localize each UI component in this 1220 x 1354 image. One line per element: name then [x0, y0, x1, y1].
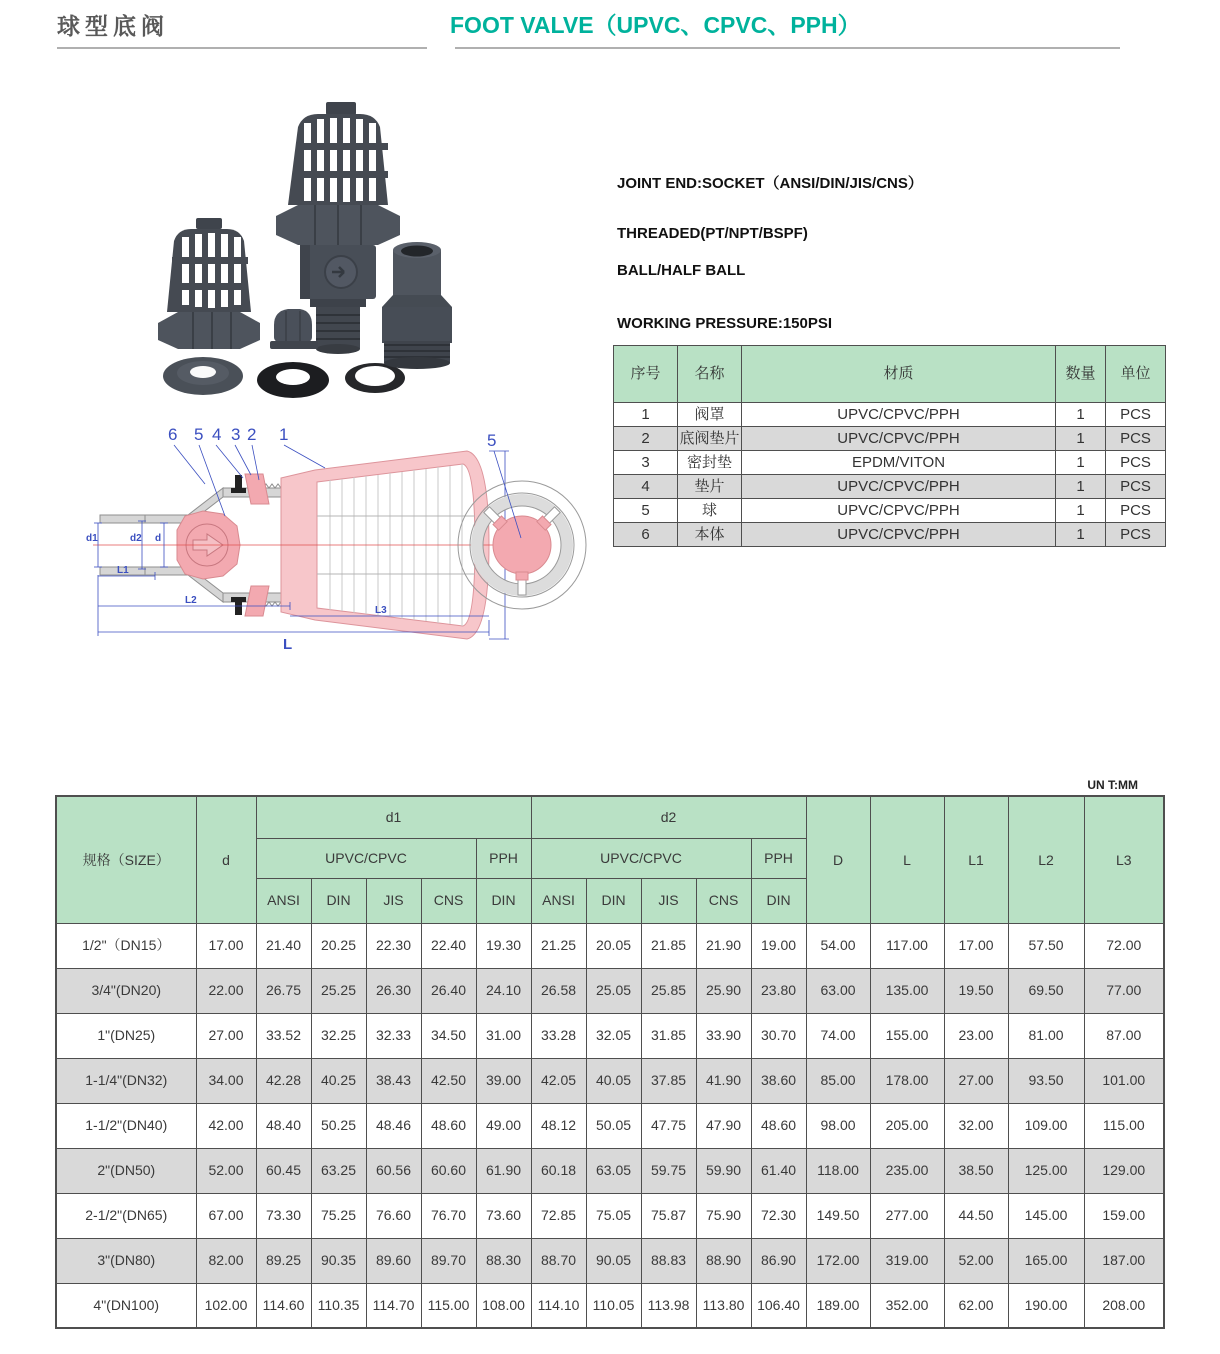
parts-table-cell: 1: [1056, 451, 1106, 475]
dim-value-cell: 90.35: [311, 1238, 366, 1283]
dim-value-cell: 59.90: [696, 1148, 751, 1193]
dim-value-cell: 106.40: [751, 1283, 806, 1328]
parts-table-cell: PCS: [1106, 523, 1166, 547]
dim-value-cell: 32.33: [366, 1013, 421, 1058]
dim-size-cell: 2"(DN50): [56, 1148, 196, 1193]
callout-numbers: [168, 425, 288, 444]
dim-value-cell: 87.00: [1084, 1013, 1164, 1058]
dim-value-cell: 38.43: [366, 1058, 421, 1103]
dim-value-cell: 30.70: [751, 1013, 806, 1058]
parts-table-cell: 3: [614, 451, 678, 475]
dim-value-cell: 98.00: [806, 1103, 870, 1148]
parts-table-cell: PCS: [1106, 499, 1166, 523]
dim-size-cell: 1-1/4"(DN32): [56, 1058, 196, 1103]
dim-value-cell: 88.90: [696, 1238, 751, 1283]
title-underline-left: [57, 47, 427, 49]
dim-value-cell: 59.75: [641, 1148, 696, 1193]
dim-value-cell: 26.30: [366, 968, 421, 1013]
parts-table-cell: 4: [614, 475, 678, 499]
parts-header-unit: 单位: [1106, 346, 1166, 403]
dim-value-cell: 20.05: [586, 923, 641, 968]
parts-table-cell: 1: [1056, 499, 1106, 523]
dim-header-d2-din: DIN: [586, 878, 641, 923]
dim-table-row: [56, 1148, 1164, 1193]
dim-value-cell: 32.05: [586, 1013, 641, 1058]
dim-value-cell: 149.50: [806, 1193, 870, 1238]
dim-value-cell: 109.00: [1008, 1103, 1084, 1148]
dim-value-cell: 26.40: [421, 968, 476, 1013]
dim-value-cell: 23.00: [944, 1013, 1008, 1058]
valve-small-photo: [158, 218, 260, 349]
dim-value-cell: 235.00: [870, 1148, 944, 1193]
callout-6: 6: [168, 425, 178, 444]
dim-size-cell: 3"(DN80): [56, 1238, 196, 1283]
dim-value-cell: 34.50: [421, 1013, 476, 1058]
dim-value-cell: 74.00: [806, 1013, 870, 1058]
dim-value-cell: 21.90: [696, 923, 751, 968]
dim-value-cell: 115.00: [421, 1283, 476, 1328]
parts-table-cell: 球: [678, 499, 742, 523]
dim-value-cell: 21.25: [531, 923, 586, 968]
dim-header-d: d: [196, 796, 256, 923]
dim-value-cell: 57.50: [1008, 923, 1084, 968]
dim-table-row: [56, 1013, 1164, 1058]
dim-value-cell: 27.00: [196, 1013, 256, 1058]
dim-value-cell: 75.05: [586, 1193, 641, 1238]
dim-value-cell: 75.25: [311, 1193, 366, 1238]
parts-table-row: [614, 427, 1166, 451]
dim-value-cell: 48.12: [531, 1103, 586, 1148]
dim-table-row: [56, 1103, 1164, 1148]
parts-table-cell: 底阀垫片: [678, 427, 742, 451]
parts-table-cell: UPVC/CPVC/PPH: [742, 523, 1056, 547]
cap-photo: [270, 309, 318, 349]
dim-value-cell: 115.00: [1084, 1103, 1164, 1148]
dim-value-cell: 17.00: [944, 923, 1008, 968]
parts-header-row: [614, 346, 1166, 403]
dim-value-cell: 44.50: [944, 1193, 1008, 1238]
dim-value-cell: 90.05: [586, 1238, 641, 1283]
dim-header-d2-pph-din: DIN: [751, 878, 806, 923]
dim-value-cell: 32.25: [311, 1013, 366, 1058]
dim-value-cell: 52.00: [196, 1148, 256, 1193]
spec-ball: BALL/HALF BALL: [617, 262, 746, 279]
dim-table-row: [56, 1058, 1164, 1103]
parts-table-cell: 6: [614, 523, 678, 547]
dim-value-cell: 76.60: [366, 1193, 421, 1238]
spec-joint-end: JOINT END:SOCKET（ANSI/DIN/JIS/CNS）: [617, 175, 923, 192]
dim-value-cell: 110.05: [586, 1283, 641, 1328]
dim-value-cell: 69.50: [1008, 968, 1084, 1013]
dim-value-cell: 61.40: [751, 1148, 806, 1193]
parts-table: [613, 345, 1166, 547]
parts-table-row: [614, 451, 1166, 475]
dim-value-cell: 102.00: [196, 1283, 256, 1328]
parts-table-row: [614, 475, 1166, 499]
dim-header-d1: d1: [256, 796, 531, 838]
dim-value-cell: 52.00: [944, 1238, 1008, 1283]
parts-table-cell: 垫片: [678, 475, 742, 499]
dim-size-cell: 1"(DN25): [56, 1013, 196, 1058]
dim-value-cell: 89.70: [421, 1238, 476, 1283]
dim-value-cell: 178.00: [870, 1058, 944, 1103]
parts-table-cell: 1: [1056, 427, 1106, 451]
dim-value-cell: 72.30: [751, 1193, 806, 1238]
dim-table-row: [56, 968, 1164, 1013]
parts-table-cell: 1: [1056, 403, 1106, 427]
dim-value-cell: 38.60: [751, 1058, 806, 1103]
dim-size-cell: 2-1/2"(DN65): [56, 1193, 196, 1238]
dim-value-cell: 114.70: [366, 1283, 421, 1328]
dim-value-cell: 118.00: [806, 1148, 870, 1193]
dim-value-cell: 75.87: [641, 1193, 696, 1238]
dim-value-cell: 41.90: [696, 1058, 751, 1103]
callout-2: 2: [247, 425, 257, 444]
dim-header-d1-pph: PPH: [476, 838, 531, 878]
dim-value-cell: 135.00: [870, 968, 944, 1013]
dim-value-cell: 72.85: [531, 1193, 586, 1238]
dim-value-cell: 50.05: [586, 1103, 641, 1148]
dim-value-cell: 49.00: [476, 1103, 531, 1148]
dim-label-d1: d1: [86, 533, 98, 544]
dim-value-cell: 37.85: [641, 1058, 696, 1103]
dim-header-d2: d2: [531, 796, 806, 838]
dim-value-cell: 33.90: [696, 1013, 751, 1058]
dim-value-cell: 25.05: [586, 968, 641, 1013]
dim-value-cell: 60.18: [531, 1148, 586, 1193]
dim-value-cell: 48.46: [366, 1103, 421, 1148]
dim-value-cell: 110.35: [311, 1283, 366, 1328]
dim-value-cell: 33.28: [531, 1013, 586, 1058]
dim-header-row-1: [56, 796, 1164, 838]
dim-value-cell: 42.50: [421, 1058, 476, 1103]
dim-value-cell: 40.05: [586, 1058, 641, 1103]
dim-value-cell: 108.00: [476, 1283, 531, 1328]
dim-value-cell: 125.00: [1008, 1148, 1084, 1193]
dim-value-cell: 47.90: [696, 1103, 751, 1148]
dim-value-cell: 82.00: [196, 1238, 256, 1283]
dim-table-row: [56, 1238, 1164, 1283]
dim-label-L3: L3: [375, 605, 387, 616]
callout-4: 4: [212, 425, 222, 444]
dim-label-d2: d2: [130, 533, 142, 544]
dim-size-cell: 4"(DN100): [56, 1283, 196, 1328]
dim-value-cell: 88.30: [476, 1238, 531, 1283]
dim-value-cell: 33.52: [256, 1013, 311, 1058]
dim-table-row: [56, 923, 1164, 968]
dim-value-cell: 76.70: [421, 1193, 476, 1238]
dim-table-row: [56, 1283, 1164, 1328]
dim-value-cell: 62.00: [944, 1283, 1008, 1328]
dim-value-cell: 22.30: [366, 923, 421, 968]
dim-value-cell: 32.00: [944, 1103, 1008, 1148]
dim-value-cell: 42.28: [256, 1058, 311, 1103]
parts-table-cell: 1: [1056, 523, 1106, 547]
spec-threaded: THREADED(PT/NPT/BSPF): [617, 225, 808, 242]
dim-value-cell: 190.00: [1008, 1283, 1084, 1328]
dim-header-d2-jis: JIS: [641, 878, 696, 923]
dim-value-cell: 63.25: [311, 1148, 366, 1193]
parts-header-qty: 数量: [1056, 346, 1106, 403]
dim-value-cell: 63.05: [586, 1148, 641, 1193]
dim-value-cell: 86.90: [751, 1238, 806, 1283]
parts-table-cell: 1: [1056, 475, 1106, 499]
dim-value-cell: 39.00: [476, 1058, 531, 1103]
parts-table-cell: UPVC/CPVC/PPH: [742, 403, 1056, 427]
dim-value-cell: 21.85: [641, 923, 696, 968]
parts-header-material: 材质: [742, 346, 1056, 403]
dim-value-cell: 42.05: [531, 1058, 586, 1103]
dim-value-cell: 34.00: [196, 1058, 256, 1103]
dim-value-cell: 47.75: [641, 1103, 696, 1148]
dim-value-cell: 25.85: [641, 968, 696, 1013]
parts-table-cell: 2: [614, 427, 678, 451]
socket-adapter-photo: [382, 242, 452, 369]
dim-value-cell: 31.00: [476, 1013, 531, 1058]
dim-value-cell: 48.60: [421, 1103, 476, 1148]
dim-value-cell: 117.00: [870, 923, 944, 968]
dim-value-cell: 50.25: [311, 1103, 366, 1148]
parts-table-cell: PCS: [1106, 451, 1166, 475]
dim-value-cell: 277.00: [870, 1193, 944, 1238]
dim-size-cell: 1-1/2"(DN40): [56, 1103, 196, 1148]
parts-table-cell: UPVC/CPVC/PPH: [742, 499, 1056, 523]
dim-value-cell: 85.00: [806, 1058, 870, 1103]
dim-header-d2-pph: PPH: [751, 838, 806, 878]
dim-value-cell: 352.00: [870, 1283, 944, 1328]
dim-header-L2: L2: [1008, 796, 1084, 923]
dim-value-cell: 17.00: [196, 923, 256, 968]
dim-value-cell: 129.00: [1084, 1148, 1164, 1193]
parts-table-row: [614, 403, 1166, 427]
parts-header-no: 序号: [614, 346, 678, 403]
dim-header-L1: L1: [944, 796, 1008, 923]
dim-header-L3: L3: [1084, 796, 1164, 923]
dim-header-d1-ansi: ANSI: [256, 878, 311, 923]
parts-table-cell: PCS: [1106, 475, 1166, 499]
callout-5: 5: [194, 425, 204, 444]
dim-table-row: [56, 1193, 1164, 1238]
dim-size-cell: 3/4"(DN20): [56, 968, 196, 1013]
unit-note: UN T:MM: [1087, 778, 1138, 792]
dim-value-cell: 113.80: [696, 1283, 751, 1328]
dim-value-cell: 319.00: [870, 1238, 944, 1283]
dim-value-cell: 208.00: [1084, 1283, 1164, 1328]
dim-value-cell: 27.00: [944, 1058, 1008, 1103]
dim-value-cell: 63.00: [806, 968, 870, 1013]
dim-header-d1-cns: CNS: [421, 878, 476, 923]
dim-value-cell: 88.70: [531, 1238, 586, 1283]
dim-value-cell: 23.80: [751, 968, 806, 1013]
page-title-chinese: 球型底阀: [57, 13, 169, 39]
dim-value-cell: 205.00: [870, 1103, 944, 1148]
section-drawing: [85, 418, 600, 663]
parts-table-cell: UPVC/CPVC/PPH: [742, 427, 1056, 451]
dim-value-cell: 114.10: [531, 1283, 586, 1328]
spec-pressure: WORKING PRESSURE:150PSI: [617, 315, 833, 332]
dim-value-cell: 60.60: [421, 1148, 476, 1193]
dim-header-d2-ansi: ANSI: [531, 878, 586, 923]
dim-label-L: L: [283, 636, 293, 653]
parts-table-cell: 1: [614, 403, 678, 427]
dim-value-cell: 22.00: [196, 968, 256, 1013]
dim-value-cell: 25.25: [311, 968, 366, 1013]
parts-table-body: [614, 403, 1166, 547]
parts-table-cell: PCS: [1106, 427, 1166, 451]
dim-value-cell: 165.00: [1008, 1238, 1084, 1283]
dim-value-cell: 61.90: [476, 1148, 531, 1193]
dim-value-cell: 113.98: [641, 1283, 696, 1328]
dim-value-cell: 114.60: [256, 1283, 311, 1328]
dimension-table: [55, 795, 1165, 1329]
dim-header-D: D: [806, 796, 870, 923]
dim-value-cell: 155.00: [870, 1013, 944, 1058]
parts-table-cell: EPDM/VITON: [742, 451, 1056, 475]
dim-value-cell: 48.40: [256, 1103, 311, 1148]
product-photo: [60, 85, 580, 415]
callout-3: 3: [231, 425, 241, 444]
dim-header-d1-pph-din: DIN: [476, 878, 531, 923]
dim-header-d1-jis: JIS: [366, 878, 421, 923]
dim-header-size: 规格（SIZE）: [56, 796, 196, 923]
parts-table-cell: 5: [614, 499, 678, 523]
dim-value-cell: 172.00: [806, 1238, 870, 1283]
dim-value-cell: 48.60: [751, 1103, 806, 1148]
dim-label-d: d: [155, 533, 162, 544]
dim-value-cell: 93.50: [1008, 1058, 1084, 1103]
dim-value-cell: 88.83: [641, 1238, 696, 1283]
dim-value-cell: 26.75: [256, 968, 311, 1013]
dim-header-d1-upvc: UPVC/CPVC: [256, 838, 476, 878]
dim-value-cell: 189.00: [806, 1283, 870, 1328]
dim-value-cell: 40.25: [311, 1058, 366, 1103]
dim-value-cell: 31.85: [641, 1013, 696, 1058]
dim-header-L: L: [870, 796, 944, 923]
dim-value-cell: 21.40: [256, 923, 311, 968]
dim-value-cell: 54.00: [806, 923, 870, 968]
parts-table-row: [614, 499, 1166, 523]
dim-value-cell: 187.00: [1084, 1238, 1164, 1283]
parts-table-cell: 本体: [678, 523, 742, 547]
title-underline-right: [455, 47, 1120, 49]
gasket-gray-photo: [163, 357, 243, 395]
dim-value-cell: 73.30: [256, 1193, 311, 1238]
parts-header-name: 名称: [678, 346, 742, 403]
dim-value-cell: 24.10: [476, 968, 531, 1013]
dimension-table-body: [56, 923, 1164, 1328]
dim-value-cell: 145.00: [1008, 1193, 1084, 1238]
dim-value-cell: 19.50: [944, 968, 1008, 1013]
gasket-black-photo: [257, 362, 329, 398]
callout-1: 1: [279, 425, 289, 444]
dim-header-d2-cns: CNS: [696, 878, 751, 923]
dim-value-cell: 73.60: [476, 1193, 531, 1238]
parts-table-cell: PCS: [1106, 403, 1166, 427]
dim-value-cell: 20.25: [311, 923, 366, 968]
parts-table-cell: 密封垫: [678, 451, 742, 475]
dim-value-cell: 75.90: [696, 1193, 751, 1238]
dim-value-cell: 22.40: [421, 923, 476, 968]
dim-value-cell: 26.58: [531, 968, 586, 1013]
dim-value-cell: 60.56: [366, 1148, 421, 1193]
dim-value-cell: 81.00: [1008, 1013, 1084, 1058]
parts-table-cell: 阀罩: [678, 403, 742, 427]
dim-value-cell: 19.00: [751, 923, 806, 968]
dim-value-cell: 25.90: [696, 968, 751, 1013]
dim-header-d1-din: DIN: [311, 878, 366, 923]
dim-value-cell: 72.00: [1084, 923, 1164, 968]
parts-table-cell: UPVC/CPVC/PPH: [742, 475, 1056, 499]
dim-label-L1: L1: [117, 565, 129, 576]
end-view-callout-5: 5: [487, 431, 497, 450]
dim-value-cell: 101.00: [1084, 1058, 1164, 1103]
dim-value-cell: 67.00: [196, 1193, 256, 1238]
page-title-english: FOOT VALVE（UPVC、CPVC、PPH）: [450, 12, 861, 38]
dim-value-cell: 77.00: [1084, 968, 1164, 1013]
dim-value-cell: 60.45: [256, 1148, 311, 1193]
dim-label-L2: L2: [185, 595, 197, 606]
dim-value-cell: 89.25: [256, 1238, 311, 1283]
parts-table-row: [614, 523, 1166, 547]
dim-value-cell: 38.50: [944, 1148, 1008, 1193]
dim-value-cell: 42.00: [196, 1103, 256, 1148]
dim-size-cell: 1/2"（DN15）: [56, 923, 196, 968]
dim-value-cell: 89.60: [366, 1238, 421, 1283]
dim-value-cell: 159.00: [1084, 1193, 1164, 1238]
dim-value-cell: 19.30: [476, 923, 531, 968]
dim-header-d2-upvc: UPVC/CPVC: [531, 838, 751, 878]
